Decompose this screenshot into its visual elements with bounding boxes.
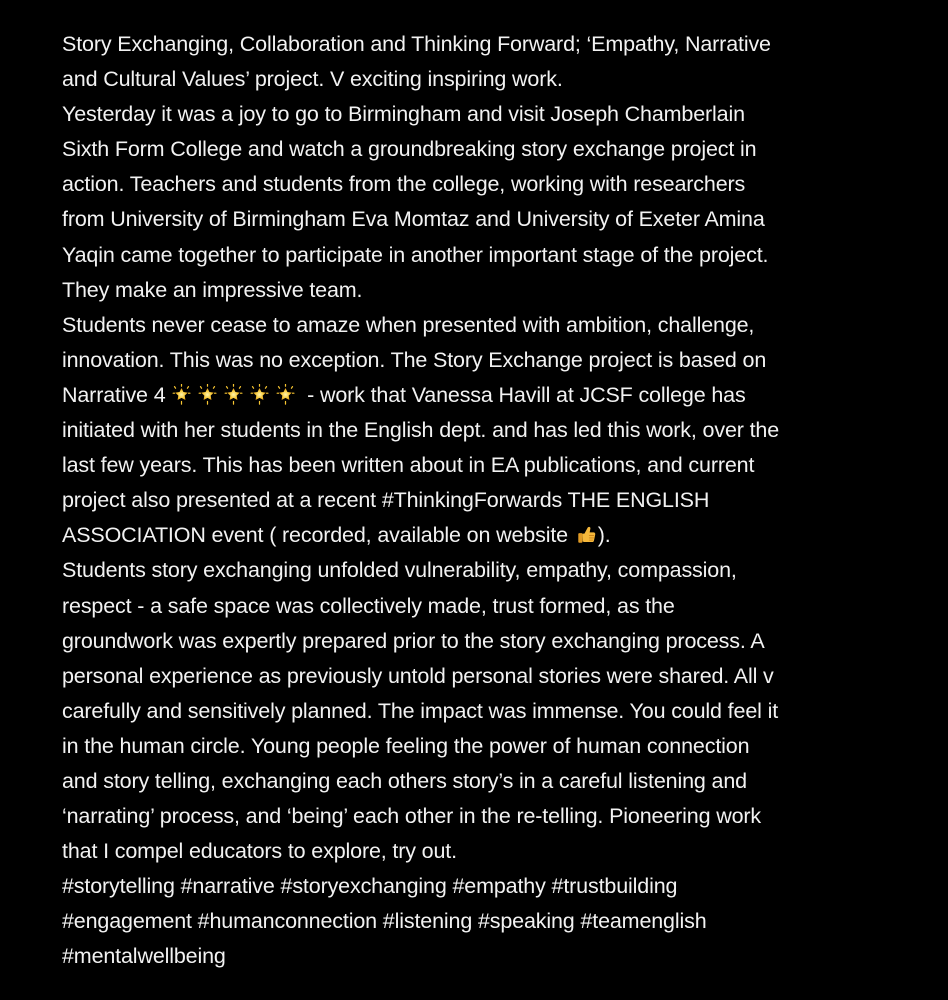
text-line: Students never cease to amaze when presented with ambition, challenge,	[62, 312, 755, 337]
text-line: personal experience as previously untold personal stories were shared. All v	[62, 663, 774, 688]
text-line: Story Exchanging, Collaboration and Thinking Forward; ‘Empathy, Narrative	[62, 32, 771, 56]
text-line: that I compel educators to explore, try out.	[62, 839, 457, 864]
glowing-star-icon	[249, 384, 270, 405]
text-line: and Cultural Values’ project. V exciting inspiring work.	[62, 67, 563, 92]
text-segment: Narrative 4	[62, 382, 172, 407]
thumbs-up-icon	[576, 524, 598, 546]
glowing-stars-emoji-row	[171, 378, 301, 413]
text-line: respect - a safe space was collectively made, trust formed, as the	[62, 593, 675, 618]
hashtag-line: #engagement #humanconnection #listening #speaking #teamenglish	[62, 909, 707, 934]
hashtag-line: #storytelling #narrative #storyexchanging #empathy #trustbuilding	[62, 874, 678, 899]
text-segment: ASSOCIATION event ( recorded, available on website	[62, 523, 574, 548]
text-line: action. Teachers and students from the college, working with researchers	[62, 172, 746, 197]
text-line: from University of Birmingham Eva Momtaz and University of Exeter Amina	[62, 207, 765, 232]
text-segment: - work that Vanessa Havill at JCSF college has	[307, 382, 746, 407]
text-line: carefully and sensitively planned. The impact was immense. You could feel it	[62, 698, 779, 723]
text-line: Students story exchanging unfolded vulnerability, empathy, compassion,	[62, 558, 737, 583]
text-line: initiated with her students in the English dept. and has led this work, over the	[62, 418, 780, 443]
glowing-star-icon	[197, 384, 218, 405]
text-line: ‘narrating’ process, and ‘being’ each other in the re-telling. Pioneering work	[62, 804, 761, 829]
glowing-star-icon	[223, 384, 244, 405]
text-line-with-stars	[62, 378, 892, 413]
text-line: innovation. This was no exception. The Story Exchange project is based on	[62, 347, 767, 372]
text-line-with-thumb	[62, 518, 892, 553]
post-text	[62, 27, 892, 975]
hashtag-line: #mentalwellbeing	[62, 944, 226, 969]
text-line: Yesterday it was a joy to go to Birmingham and visit Joseph Chamberlain	[62, 102, 745, 127]
text-line: Yaqin came together to participate in another important stage of the project.	[62, 242, 769, 267]
text-line: groundwork was expertly prepared prior to the story exchanging process. A	[62, 628, 765, 653]
glowing-star-icon	[275, 384, 296, 405]
text-line: and story telling, exchanging each others story’s in a careful listening and	[62, 768, 747, 793]
text-line: last few years. This has been written about in EA publications, and current	[62, 453, 755, 478]
text-line: They make an impressive team.	[62, 277, 363, 302]
glowing-star-icon	[171, 384, 192, 405]
text-segment: ).	[597, 523, 611, 548]
text-line: project also presented at a recent #ThinkingForwards THE ENGLISH	[62, 488, 710, 513]
text-line: Sixth Form College and watch a groundbreaking story exchange project in	[62, 137, 757, 162]
text-line: in the human circle. Young people feeling the power of human connection	[62, 733, 750, 758]
